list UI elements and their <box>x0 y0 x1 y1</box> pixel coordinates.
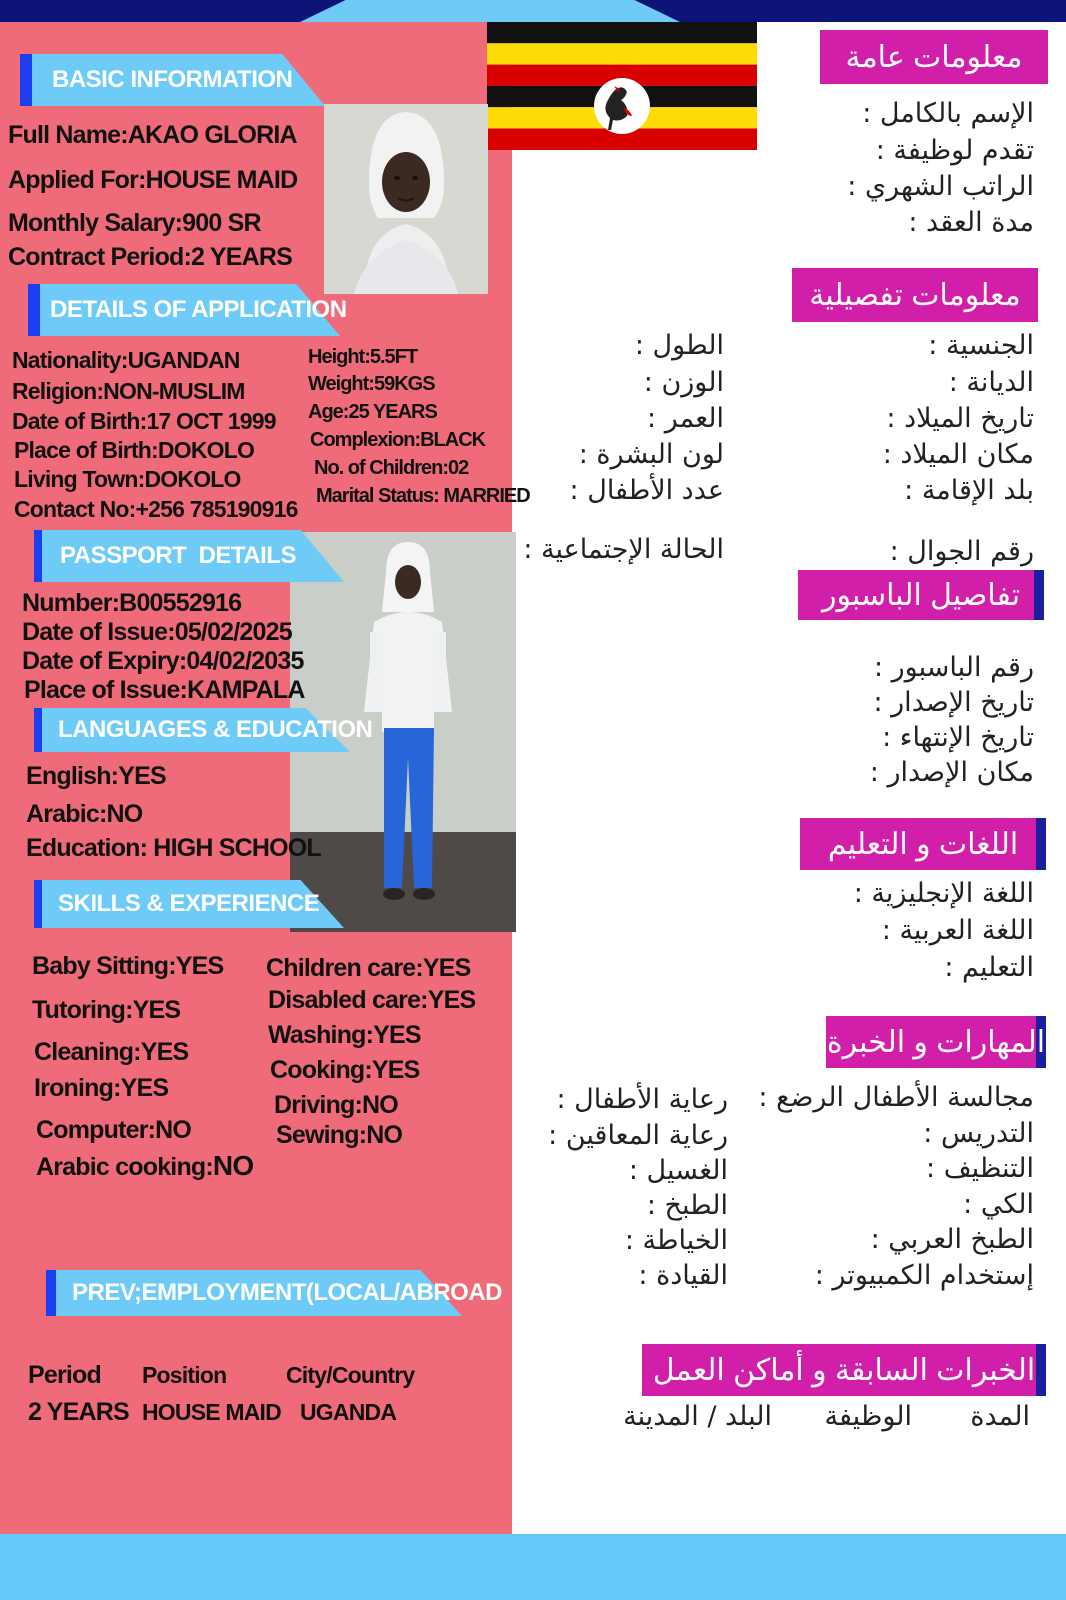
languages-header <box>34 708 373 752</box>
ar-pob: مكان الميلاد : <box>882 439 1034 470</box>
basic-info-header <box>20 54 325 106</box>
skill-baby-sitting: Baby Sitting:YES <box>32 952 224 980</box>
contact-number: Contact No:+256 785190916 <box>14 496 298 522</box>
skill-computer: Computer:NO <box>36 1116 192 1144</box>
ar-full-name: الإسم بالكامل : <box>862 98 1034 129</box>
ar-washing: الغسيل : <box>628 1155 728 1186</box>
skill-ironing: Ironing:YES <box>34 1074 169 1102</box>
full-name: Full Name:AKAO GLORIA <box>8 121 297 149</box>
employment-col-city: City/Country <box>286 1362 415 1388</box>
application-header <box>28 284 347 336</box>
applied-for: Applied For:HOUSE MAID <box>8 166 298 194</box>
skills-title: SKILLS & EXPERIENCE <box>58 890 320 917</box>
ar-tutoring: التدريس : <box>923 1118 1034 1149</box>
passport-header <box>34 530 344 582</box>
ar-ironing: الكي : <box>963 1189 1034 1220</box>
ar-disabled-care: رعاية المعاقين : <box>548 1120 728 1151</box>
skill-disabled-care: Disabled care:YES <box>268 986 476 1014</box>
skill-washing: Washing:YES <box>268 1021 421 1049</box>
ar-dob: تاريخ الميلاد : <box>886 403 1034 434</box>
english-language: English:YES <box>26 762 166 790</box>
passport-issue-place: Place of Issue:KAMPALA <box>24 676 305 704</box>
ar-issue-place: مكان الإصدار : <box>869 757 1034 788</box>
ar-computer: إستخدام الكمبيوتر : <box>814 1260 1034 1291</box>
arabic-experience-header <box>642 1344 1046 1396</box>
ar-sewing: الخياطة : <box>624 1225 728 1256</box>
ar-education: التعليم : <box>944 952 1034 983</box>
arabic-general-title: معلومات عامة <box>845 40 1023 74</box>
bottom-bar <box>0 1534 1066 1600</box>
ar-baby-sitting: مجالسة الأطفال الرضع : <box>758 1082 1034 1113</box>
monthly-salary: Monthly Salary:900 SR <box>8 209 261 237</box>
arabic-skills-header <box>826 1016 1046 1068</box>
arabic-details-header <box>792 268 1038 322</box>
ar-cleaning: التنظيف : <box>926 1153 1034 1184</box>
contract-period: Contract Period:2 YEARS <box>8 243 292 271</box>
ar-issue-date: تاريخ الإصدار : <box>873 687 1034 718</box>
passport-title: PASSPORT DETAILS <box>60 542 296 569</box>
ar-col-position: الوظيفة <box>824 1401 912 1432</box>
ar-complexion: لون البشرة : <box>578 439 724 470</box>
headshot-photo <box>324 104 488 294</box>
date-of-birth: Date of Birth:17 OCT 1999 <box>12 408 276 434</box>
ar-age: العمر : <box>647 403 724 434</box>
ar-expiry-date: تاريخ الإنتهاء : <box>882 722 1034 753</box>
place-of-birth: Place of Birth:DOKOLO <box>14 437 255 463</box>
number-of-children: No. of Children:02 <box>314 457 469 479</box>
arabic-passport-header <box>798 570 1044 620</box>
arabic-passport-title: تفاصيل الباسبور <box>821 578 1021 612</box>
skill-arabic-cooking <box>36 1150 253 1182</box>
arabic-languages-title: اللغات و التعليم <box>827 827 1019 861</box>
arabic-general-header <box>820 30 1048 84</box>
nationality: Nationality:UGANDAN <box>12 347 240 373</box>
weight: Weight:59KGS <box>308 373 435 395</box>
ar-driving: القيادة : <box>638 1260 728 1291</box>
skill-sewing: Sewing:NO <box>276 1121 403 1149</box>
ar-cooking: الطبخ : <box>646 1190 728 1221</box>
ar-children: عدد الأطفال : <box>569 475 724 506</box>
top-bar-tab <box>300 0 680 22</box>
ar-arabic-cooking: الطبخ العربي : <box>870 1224 1034 1255</box>
ar-applied-for: تقدم لوظيفة : <box>875 135 1034 166</box>
skill-arabic-cooking-label: Arabic cooking: <box>36 1153 213 1181</box>
living-town: Living Town:DOKOLO <box>14 466 241 492</box>
ar-english: اللغة الإنجليزية : <box>853 878 1034 909</box>
skill-arabic-cooking-value: NO <box>212 1150 254 1181</box>
passport-expiry-date: Date of Expiry:04/02/2035 <box>22 647 304 675</box>
uganda-flag <box>487 22 757 150</box>
height: Height:5.5FT <box>308 346 418 368</box>
religion: Religion:NON-MUSLIM <box>12 378 245 404</box>
ar-col-city: البلد / المدينة <box>623 1401 772 1432</box>
marital-status: Marital Status: MARRIED <box>316 485 530 507</box>
ar-nationality: الجنسية : <box>928 330 1034 361</box>
ar-height: الطول : <box>634 330 724 361</box>
skill-cleaning: Cleaning:YES <box>34 1038 189 1066</box>
employment-city: UGANDA <box>300 1399 397 1425</box>
ar-children-care: رعاية الأطفال : <box>556 1084 728 1115</box>
education-level: Education: HIGH SCHOOL <box>26 834 321 862</box>
ar-passport-no: رقم الباسبور : <box>873 652 1034 683</box>
ar-salary: الراتب الشهري : <box>847 171 1034 202</box>
ar-mobile: رقم الجوال : <box>889 536 1034 567</box>
arabic-languages-header <box>800 818 1046 870</box>
languages-title: LANGUAGES & EDUCATION <box>58 716 373 743</box>
ar-religion: الديانة : <box>948 367 1034 398</box>
arabic-skills-title: المهارات و الخبرة <box>826 1025 1046 1059</box>
passport-issue-date: Date of Issue:05/02/2025 <box>22 618 292 646</box>
passport-number: Number:B00552916 <box>22 589 242 617</box>
ar-contract: مدة العقد : <box>908 207 1034 238</box>
arabic-experience-title: الخبرات السابقة و أماكن العمل <box>652 1353 1036 1387</box>
skill-cooking: Cooking:YES <box>270 1056 420 1084</box>
employment-col-period: Period <box>28 1361 101 1389</box>
skill-tutoring: Tutoring:YES <box>32 996 181 1024</box>
ar-marital: الحالة الإجتماعية : <box>523 534 724 565</box>
employment-period: 2 YEARS <box>28 1398 129 1426</box>
arabic-details-title: معلومات تفصيلية <box>809 278 1021 312</box>
skill-children-care: Children care:YES <box>266 954 471 982</box>
ar-arabic: اللغة العربية : <box>881 915 1034 946</box>
complexion: Complexion:BLACK <box>310 429 486 451</box>
application-title: DETAILS OF APPLICATION <box>50 296 347 323</box>
employment-col-position: Position <box>142 1362 227 1388</box>
ar-col-period: المدة <box>970 1401 1030 1432</box>
basic-info-title: BASIC INFORMATION <box>52 66 293 93</box>
arabic-language: Arabic:NO <box>26 800 143 828</box>
age: Age:25 YEARS <box>308 401 437 423</box>
skills-header <box>34 880 344 928</box>
ar-weight: الوزن : <box>643 367 724 398</box>
employment-header <box>46 1270 502 1316</box>
ar-residence: بلد الإقامة : <box>904 475 1034 506</box>
skill-driving: Driving:NO <box>274 1091 398 1119</box>
employment-position: HOUSE MAID <box>142 1399 281 1425</box>
employment-title: PREV;EMPLOYMENT(LOCAL/ABROAD <box>72 1279 502 1306</box>
